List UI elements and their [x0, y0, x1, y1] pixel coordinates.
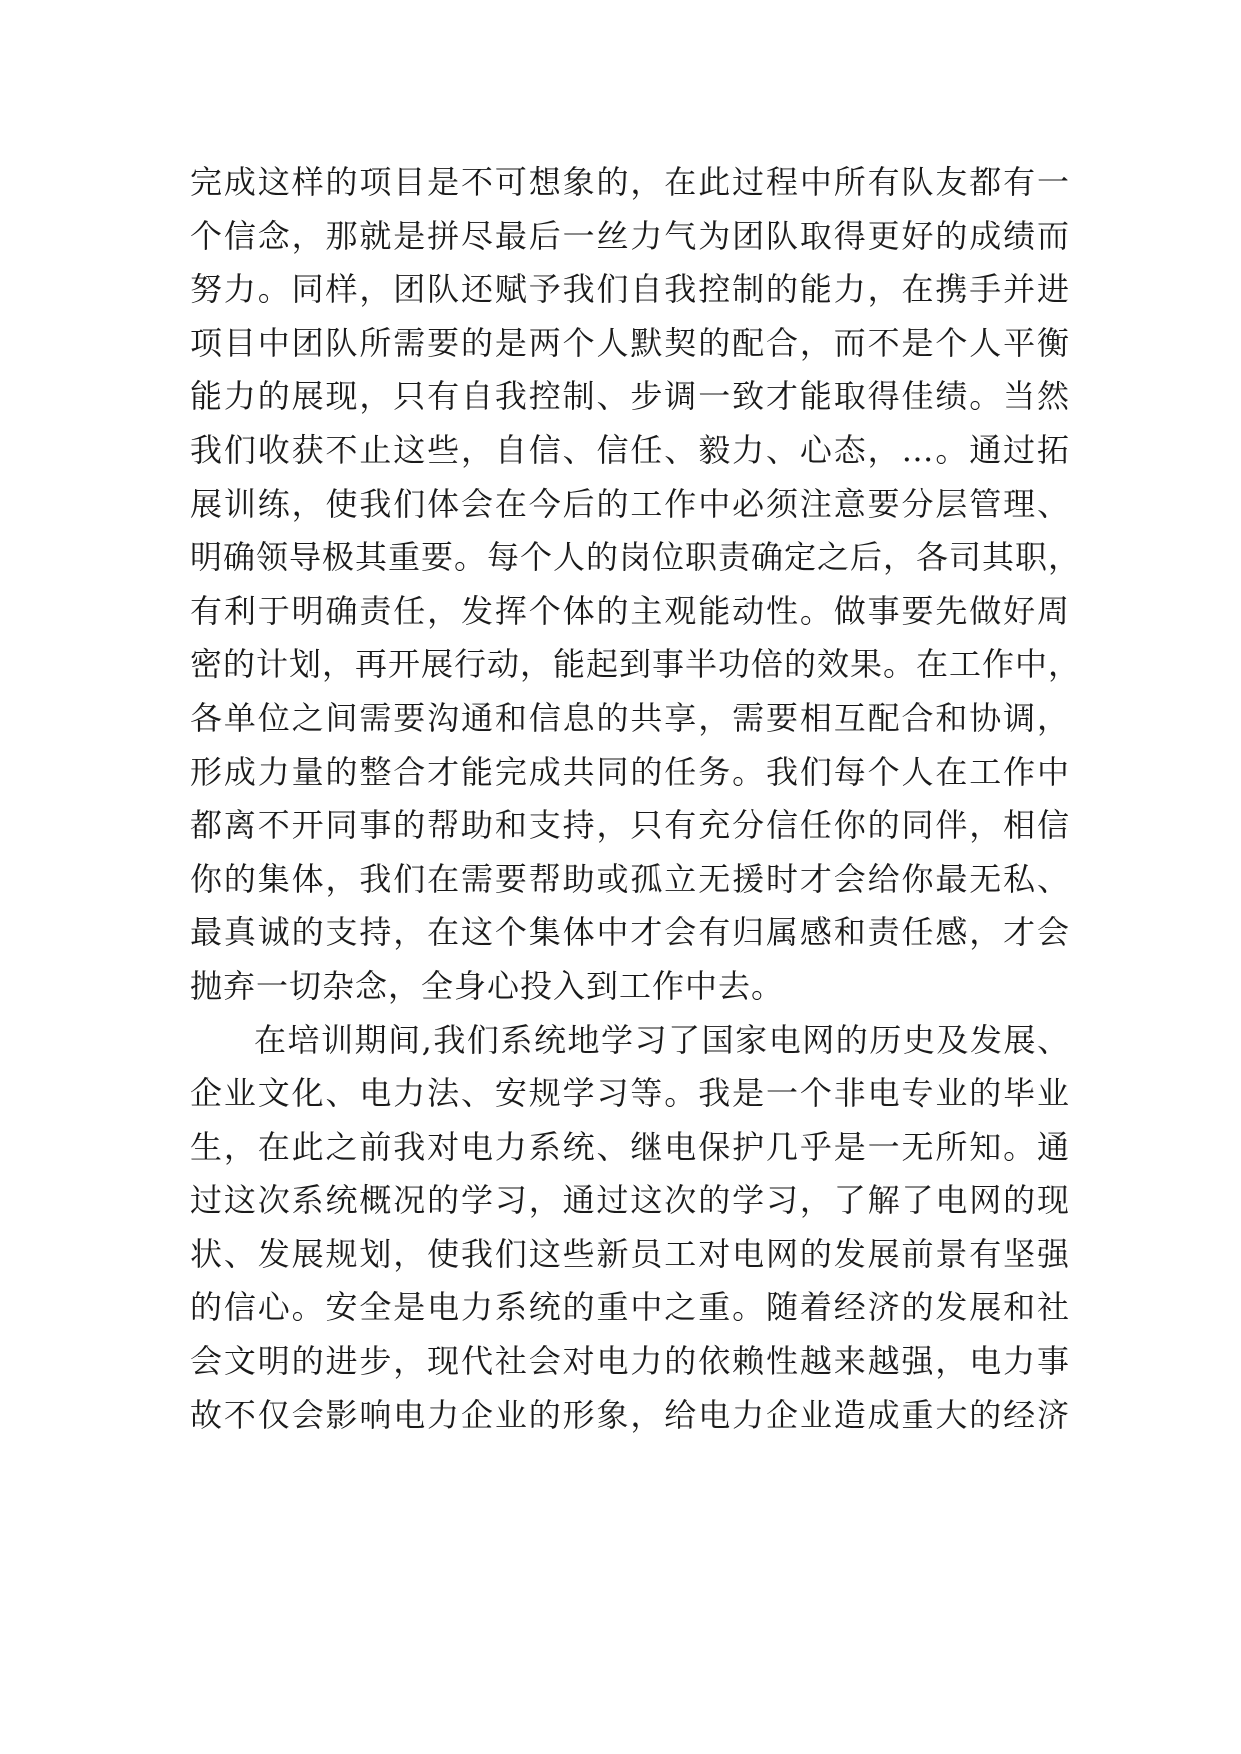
text-line: 形成力量的整合才能完成共同的任务。我们每个人在工作中 — [190, 752, 1070, 791]
text-line: 都离不开同事的帮助和支持，只有充分信任你的同伴，相信 — [190, 806, 1070, 845]
text-line: 抛弃一切杂念，全身心投入到工作中去。 — [190, 966, 785, 1005]
text-line: 状、发展规划，使我们这些新员工对电网的发展前景有坚强 — [190, 1234, 1070, 1273]
text-line: 我们收获不止这些，自信、信任、毅力、心态，…。通过拓 — [190, 430, 1070, 469]
text-line: 生，在此之前我对电力系统、继电保护几乎是一无所知。通 — [190, 1127, 1070, 1166]
text-line: 企业文化、电力法、安规学习等。我是一个非电专业的毕业 — [190, 1074, 1070, 1113]
text-line: 会文明的进步，现代社会对电力的依赖性越来越强，电力事 — [190, 1342, 1070, 1381]
paragraph-2 — [190, 1014, 1070, 1443]
text-line: 明确领导极其重要。每个人的岗位职责确定之后，各司其职， — [190, 538, 1082, 577]
text-line: 你的集体，我们在需要帮助或孤立无援时才会给你最无私、 — [190, 859, 1070, 898]
text-line: 完成这样的项目是不可想象的，在此过程中所有队友都有一 — [190, 163, 1070, 201]
text-line: 的信心。安全是电力系统的重中之重。随着经济的发展和社 — [190, 1288, 1070, 1327]
text-line: 各单位之间需要沟通和信息的共享，需要相互配合和协调， — [190, 698, 1070, 737]
body-text — [190, 156, 1082, 1442]
text-line: 有利于明确责任，发挥个体的主观能动性。做事要先做好周 — [190, 591, 1070, 630]
text-line: 努力。同样，团队还赋予我们自我控制的能力，在携手并进 — [190, 270, 1070, 309]
text-line: 密的计划，再开展行动，能起到事半功倍的效果。在工作中， — [190, 645, 1082, 684]
text-line: 展训练，使我们体会在今后的工作中必须注意要分层管理、 — [190, 484, 1070, 523]
text-line: 故不仅会影响电力企业的形象，给电力企业造成重大的经济 — [190, 1395, 1070, 1434]
text-line: 项目中团队所需要的是两个人默契的配合，而不是个人平衡 — [190, 323, 1070, 362]
text-line: 过这次系统概况的学习，通过这次的学习，了解了电网的现 — [190, 1181, 1070, 1220]
text-line: 个信念，那就是拼尽最后一丝力气为团队取得更好的成绩而 — [190, 216, 1070, 255]
paragraph-1 — [190, 156, 1082, 1014]
text-line: 最真诚的支持，在这个集体中才会有归属感和责任感，才会 — [190, 913, 1070, 952]
text-line: 能力的展现，只有自我控制、步调一致才能取得佳绩。当然 — [190, 377, 1070, 416]
text-line: 在培训期间,我们系统地学习了国家电网的历史及发展、 — [254, 1020, 1070, 1059]
